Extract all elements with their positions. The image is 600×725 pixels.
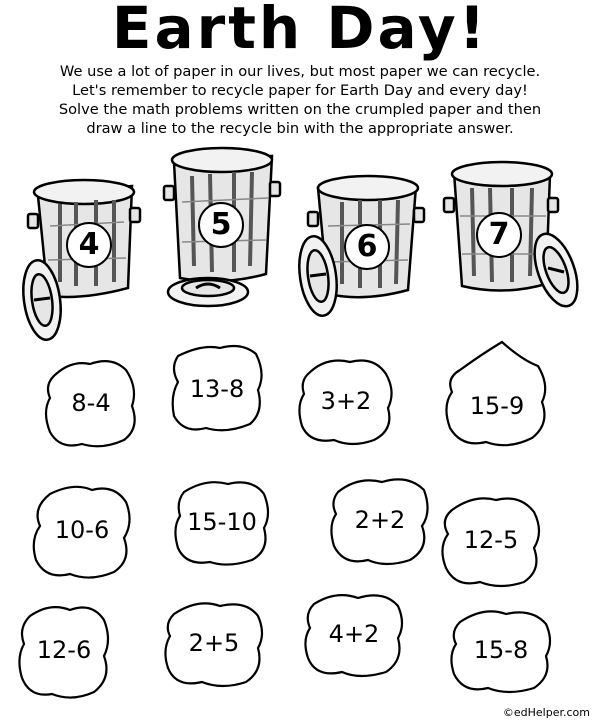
crumpled-paper[interactable] [448, 604, 554, 696]
math-problem: 3+2 [320, 387, 372, 415]
crumpled-paper[interactable] [168, 340, 266, 438]
math-problem: 12-5 [463, 526, 519, 554]
recycle-bins [0, 140, 600, 330]
math-problem: 10-6 [54, 516, 110, 544]
math-problem: 12-6 [36, 636, 92, 664]
bin-number: 7 [476, 212, 522, 258]
instruction-line: draw a line to the recycle bin with the appropriate answer. [86, 120, 514, 137]
bin-number: 5 [198, 202, 244, 248]
page-title: Earth Day! [111, 0, 489, 62]
crumpled-paper[interactable] [16, 598, 112, 702]
crumpled-paper[interactable] [162, 596, 266, 690]
recycle-bin [446, 158, 586, 318]
crumpled-paper[interactable] [438, 490, 544, 590]
instruction-line: Let's remember to recycle paper for Earth Day and every day! [72, 82, 528, 99]
instruction-line: We use a lot of paper in our lives, but most paper we can recycle. [59, 63, 541, 80]
crumpled-paper[interactable] [328, 472, 432, 568]
crumpled-paper[interactable] [172, 474, 272, 570]
instructions [20, 62, 580, 138]
bin-number: 4 [66, 222, 112, 268]
recycle-bin [298, 164, 428, 324]
crumpled-paper[interactable] [442, 340, 552, 452]
math-problem: 15-9 [469, 392, 525, 420]
math-problem: 4+2 [328, 620, 380, 648]
math-problem: 8-4 [71, 389, 111, 417]
crumpled-paper[interactable] [30, 478, 134, 582]
recycle-bin [168, 142, 278, 322]
math-problem: 15-10 [187, 508, 257, 536]
crumpled-paper[interactable] [42, 354, 140, 452]
crumpled-paper[interactable] [302, 588, 406, 680]
crumpled-paper[interactable] [296, 352, 396, 450]
math-problem: 13-8 [189, 375, 245, 403]
math-problem: 2+5 [188, 629, 240, 657]
recycle-bin [20, 164, 150, 324]
math-problem: 2+2 [354, 506, 406, 534]
bin-number: 6 [344, 224, 390, 270]
copyright-footer: ©edHelper.com [502, 706, 590, 719]
math-problem: 15-8 [473, 636, 529, 664]
instruction-line: Solve the math problems written on the crumpled paper and then [58, 101, 542, 118]
